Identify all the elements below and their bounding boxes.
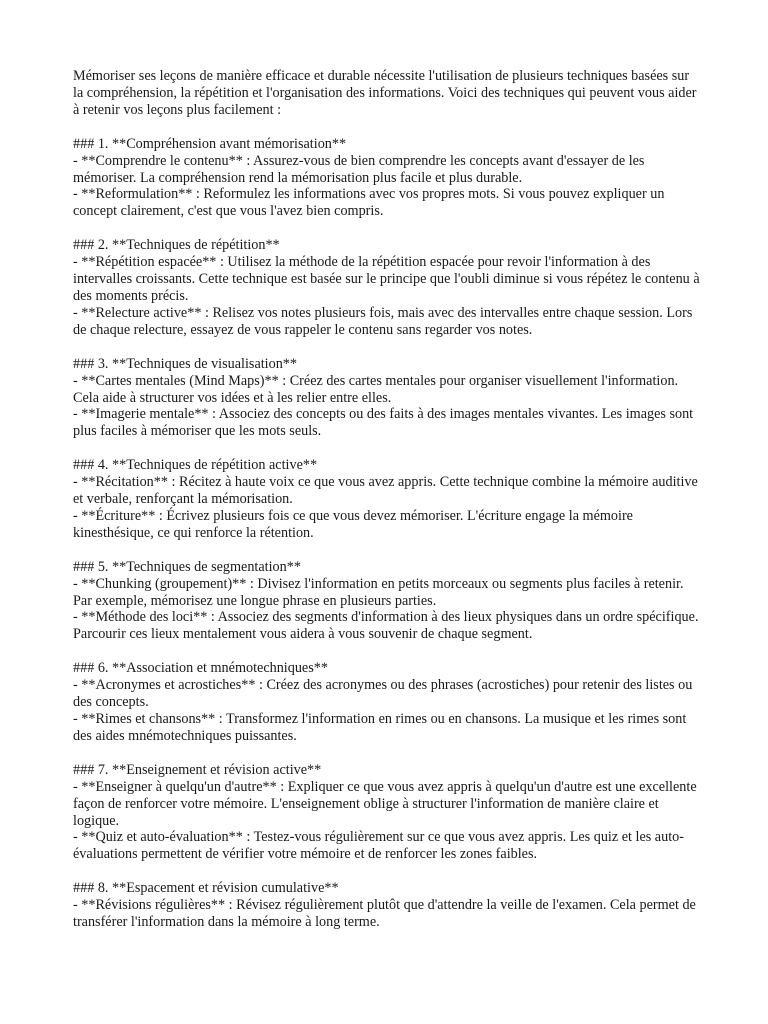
section-item: - **Imagerie mentale** : Associez des concepts ou des faits à des images mentales vivantes. Les images sont plus faciles à mémoriser que les mots seuls. <box>73 406 694 440</box>
section-heading: ### 6. **Association et mnémotechniques** <box>73 660 328 677</box>
section-heading: ### 5. **Techniques de segmentation** <box>73 558 301 575</box>
section-6 <box>73 660 702 745</box>
section-item: - **Répétition espacée** : Utilisez la méthode de la répétition espacée pour revoir l'information à des intervalles croissants. Cette technique est basée sur le principe que l'oubli diminue si vous répétez le contenu à des moments précis. <box>73 254 700 304</box>
section-item: - **Chunking (groupement)** : Divisez l'information en petits morceaux ou segments plus faciles à retenir. Par exemple, mémorisez une longue phrase en plusieurs parties. <box>73 575 684 609</box>
section-3 <box>73 356 702 441</box>
section-item: - **Rimes et chansons** : Transformez l'information en rimes ou en chansons. La musique et les rimes sont des aides mnémotechniques puissantes. <box>73 711 687 744</box>
section-item: - **Reformulation** : Reformulez les informations avec vos propres mots. Si vous pouvez expliquer un concept clairement, c'est que vous l'avez bien compris. <box>73 186 665 220</box>
document-body <box>73 68 702 931</box>
intro-paragraph: Mémoriser ses leçons de manière efficace et durable nécessite l'utilisation de plusieurs techniques basées sur la compréhension, la répétition et l'organisation des informations. Voici des techniques qui peuvent vous aider à retenir vos leçons plus facilement : <box>73 68 697 118</box>
section-heading: ### 8. **Espacement et révision cumulative** <box>73 880 339 897</box>
section-heading: ### 2. **Techniques de répétition** <box>73 237 280 254</box>
section-item: - **Cartes mentales (Mind Maps)** : Créez des cartes mentales pour organiser visuellement l'information. Cela aide à structurer vos idées et à les relier entre elles. <box>73 372 679 406</box>
section-4 <box>73 457 702 542</box>
section-7 <box>73 762 702 863</box>
section-heading: ### 3. **Techniques de visualisation** <box>73 355 297 372</box>
section-item: - **Acronymes et acrostiches** : Créez des acronymes ou des phrases (acrostiches) pour retenir des listes ou des concepts. <box>73 677 693 711</box>
section-item: - **Comprendre le contenu** : Assurez-vous de bien comprendre les concepts avant d'essayer de les mémoriser. La compréhension rend la mémorisation plus facile et plus durable. <box>73 152 645 186</box>
section-item: - **Écriture** : Écrivez plusieurs fois ce que vous devez mémoriser. L'écriture engage la mémoire kinesthésique, ce qui renforce la rétention. <box>73 507 633 541</box>
section-item: - **Relecture active** : Relisez vos notes plusieurs fois, mais avec des intervalles entre chaque session. Lors de chaque relecture, essayez de vous rappeler le contenu sans regarder vos notes. <box>73 304 693 338</box>
section-5 <box>73 559 702 644</box>
section-2 <box>73 237 702 338</box>
section-item: - **Enseigner à quelqu'un d'autre** : Expliquer ce que vous avez appris à quelqu'un d'autre est une excellente façon de renforcer votre mémoire. L'enseignement oblige à structurer l'information de manière claire et logique. <box>73 778 697 829</box>
section-heading: ### 1. **Compréhension avant mémorisation** <box>73 135 347 152</box>
section-8 <box>73 880 702 931</box>
section-1 <box>73 136 702 221</box>
section-heading: ### 7. **Enseignement et révision active** <box>73 761 322 778</box>
section-item: - **Quiz et auto-évaluation** : Testez-vous régulièrement sur ce que vous avez appris. Les quiz et les auto-évaluations permettent de vérifier votre mémoire et de renforcer les zones faibles. <box>73 829 684 863</box>
section-heading: ### 4. **Techniques de répétition active** <box>73 457 318 474</box>
section-item: - **Récitation** : Récitez à haute voix ce que vous avez appris. Cette technique combine la mémoire auditive et verbale, renforçant la mémorisation. <box>73 474 698 508</box>
section-item: - **Révisions régulières** : Révisez régulièrement plutôt que d'attendre la veille de l'examen. Cela permet de transférer l'information dans la mémoire à long terme. <box>73 897 696 931</box>
section-item: - **Méthode des loci** : Associez des segments d'information à des lieux physiques dans un ordre spécifique. Parcourir ces lieux mentalement vous aidera à vous souvenir de chaque segment. <box>73 609 699 643</box>
